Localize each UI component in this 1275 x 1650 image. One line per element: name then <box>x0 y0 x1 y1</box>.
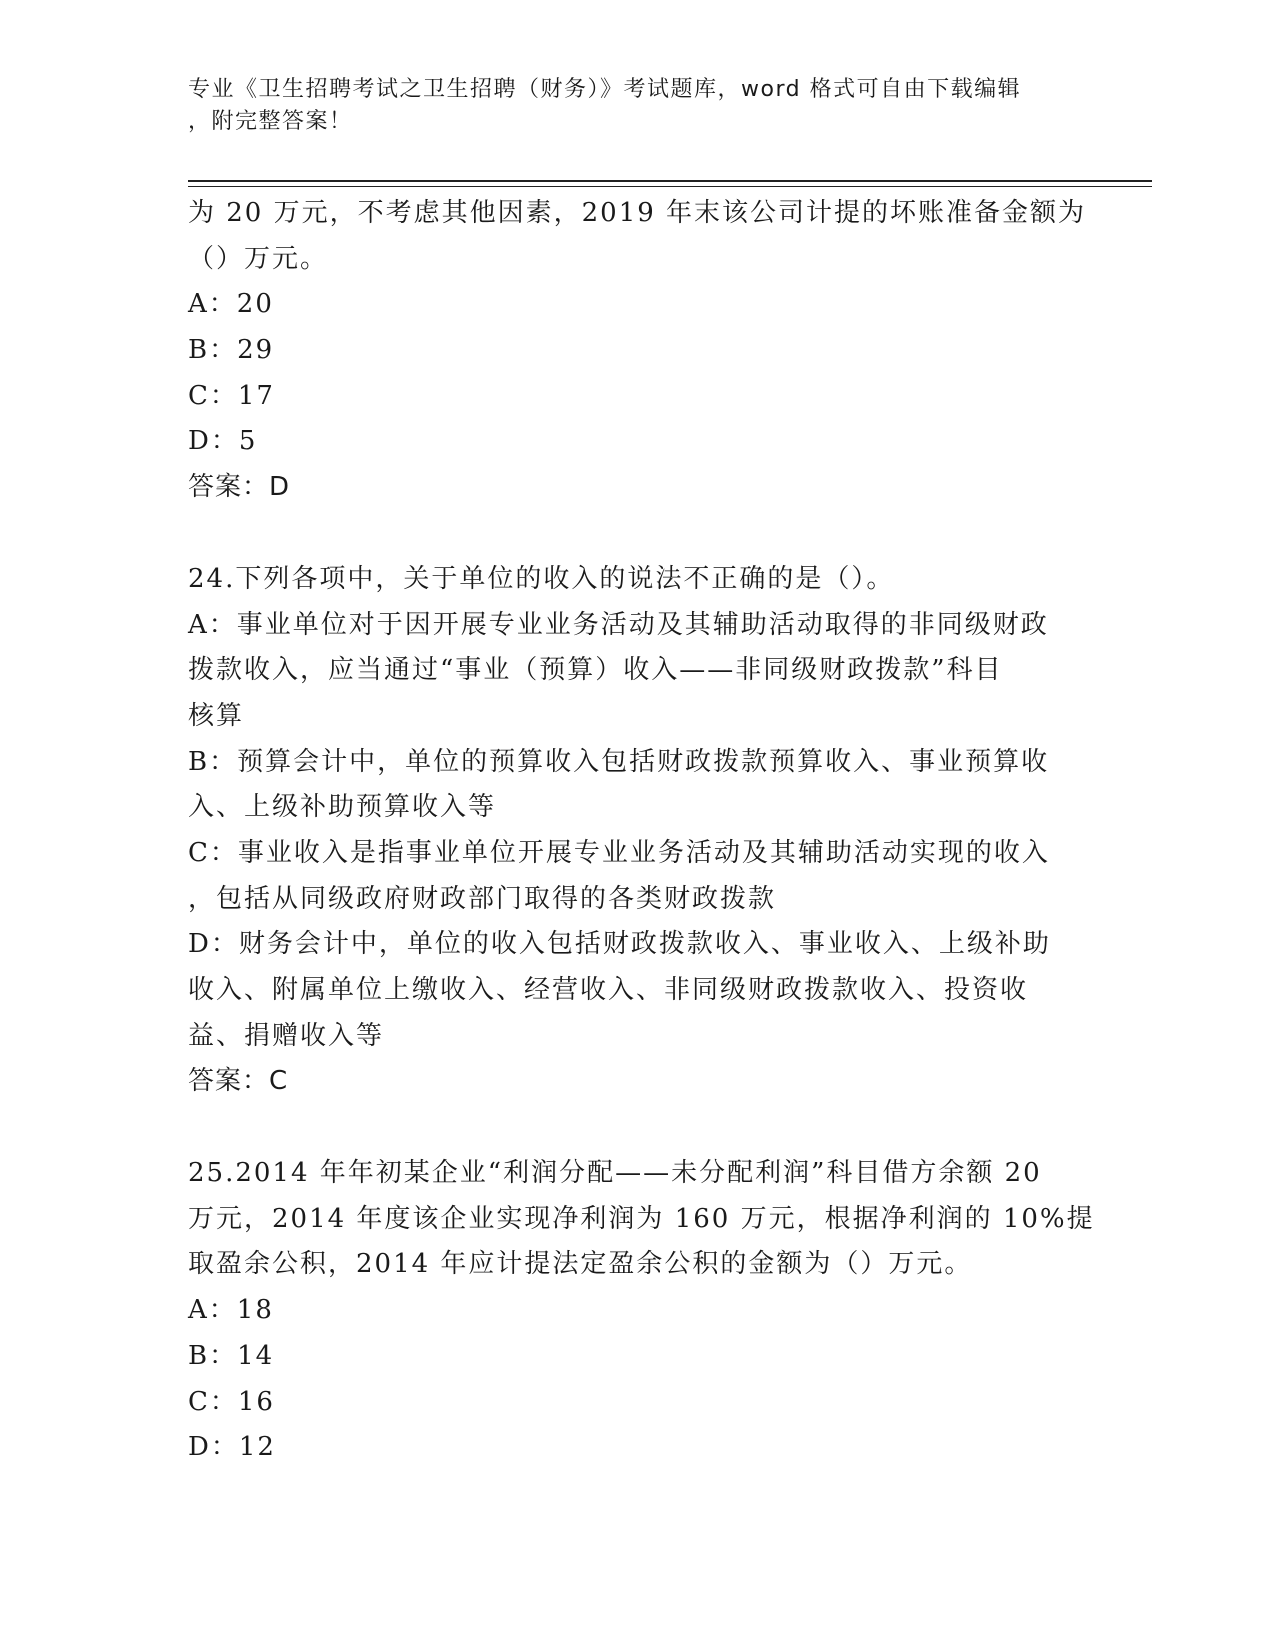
answer-text: 答案：C <box>188 1066 289 1097</box>
option-b: B：14 <box>188 1340 275 1371</box>
option-b: B：29 <box>188 335 275 366</box>
option-a-continued: 拨款收入，应当通过“事业（预算）收入——非同级财政拨款”科目 <box>188 655 1003 686</box>
question-spacer <box>188 511 1088 557</box>
option-d-continued: 收入、附属单位上缴收入、经营收入、非同级财政拨款收入、投资收 <box>188 975 1029 1005</box>
option-d: D：12 <box>188 1432 276 1463</box>
option-a: A：18 <box>188 1295 274 1326</box>
option-c: C：事业收入是指事业单位开展专业业务活动及其辅助活动实现的收入 <box>188 837 1050 868</box>
question-stem-line: 万元，2014 年度该企业实现净利润为 160 万元，根据净利润的 10%提 <box>188 1203 1095 1234</box>
question-stem-line: （）万元。 <box>188 243 329 274</box>
document-body <box>188 191 1095 1471</box>
header-title-line-1: 专业《卫生招聘考试之卫生招聘（财务）》考试题库，word 格式可自由下载编辑 <box>188 77 1022 102</box>
option-d: D：财务会计中，单位的收入包括财政拨款收入、事业收入、上级补助 <box>188 929 1051 960</box>
header-divider-thin <box>188 186 1152 187</box>
document-header <box>188 74 1088 138</box>
option-a: A：20 <box>188 289 274 320</box>
question-24 <box>188 557 1088 1105</box>
option-c: C：17 <box>188 380 275 411</box>
question-stem: 24.下列各项中，关于单位的收入的说法不正确的是（）。 <box>188 563 895 594</box>
header-divider-thick <box>188 180 1152 182</box>
question-stem-line: 取盈余公积，2014 年应计提法定盈余公积的金额为（）万元。 <box>188 1249 973 1280</box>
option-b-continued: 入、上级补助预算收入等 <box>188 792 497 823</box>
question-stem-line: 25.2014 年年初某企业“利润分配——未分配利润”科目借方余额 20 <box>188 1158 1042 1189</box>
option-b: B：预算会计中，单位的预算收入包括财政拨款预算收入、事业预算收 <box>188 746 1050 777</box>
header-title-line-2: ，附完整答案！ <box>188 109 353 134</box>
question-spacer <box>188 1105 1088 1151</box>
option-c-continued: ，包括从同级政府财政部门取得的各类财政拨款 <box>188 883 777 914</box>
question-23-continued <box>188 191 1088 511</box>
option-a: A：事业单位对于因开展专业业务活动及其辅助活动取得的非同级财政 <box>188 609 1049 640</box>
option-c: C：16 <box>188 1386 275 1417</box>
question-stem-line: 为 20 万元，不考虑其他因素，2019 年末该公司计提的坏账准备金额为 <box>188 198 1087 228</box>
question-25 <box>188 1151 1095 1471</box>
option-a-continued: 核算 <box>188 700 245 731</box>
option-d: D：5 <box>188 426 258 457</box>
option-d-continued: 益、捐赠收入等 <box>188 1020 385 1051</box>
answer-text: 答案：D <box>188 472 291 503</box>
